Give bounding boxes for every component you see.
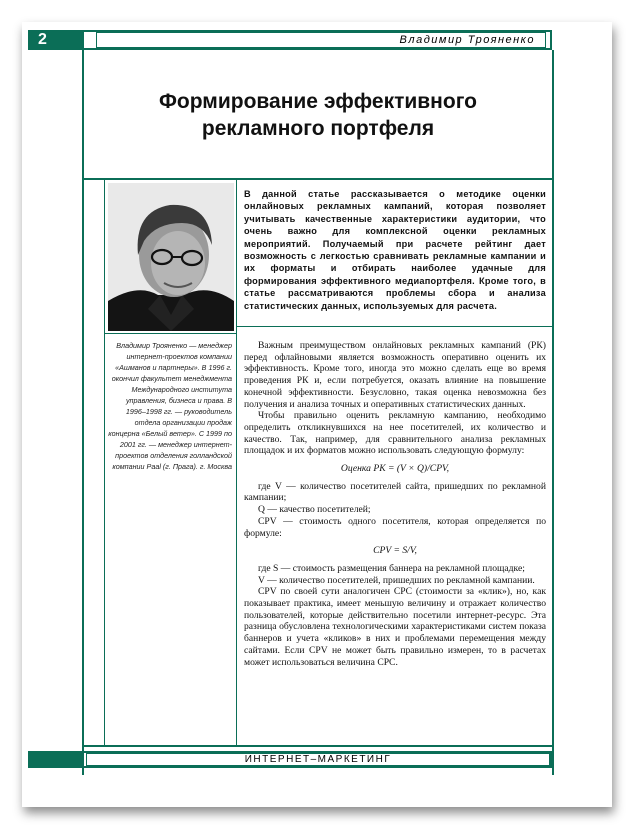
formula-cpv: CPV = S/V,: [373, 545, 417, 557]
paragraph: V — количество посетителей, пришедших по рекламной кампании.: [258, 574, 535, 586]
column-divider: [236, 180, 237, 745]
frame-line-inner-left: [104, 180, 105, 745]
title-line-1: Формирование эффективного: [159, 90, 477, 113]
author-bio: Владимир Трояненко — менеджер интернет-проектов компании «Ашманов и партнеры». В 1996 г. окончил факультет менеджмента Международного института управления, бизнеса и права. В 1996–1998 гг. — руководитель отдела организации продаж концерна «Белый ветер». С 1999 по 2001 гг. — менеджер интернет-проектов отделения голландской компании Paal (г. Прага). г. Москва: [108, 341, 232, 471]
article-abstract: В данной статье рассказывается о методике оценки онлайновых рекламных кампаний, которая позволяет учитывать качественные характеристики аудитории, что очень важно для комплексной оценки рекламных мероприятий. Получаемый при расчете рейтинг дает возможность с легкостью сравнивать рекламные кампании и их форматы и отбирать наиболее удачные для формирования эффективного медиапортфеля. Кроме того, в статье рассматриваются проблемы сбора и анализа статистических данных, используемых для расчета.: [244, 189, 546, 311]
title-line-2: рекламного портфеля: [201, 117, 435, 140]
paragraph: Q — качество посетителей;: [258, 504, 371, 516]
formula-rating: Оценка РК = (V × Q)/CPV,: [340, 463, 450, 475]
paragraph: Важным преимуществом онлайновых рекламных кампаний (РК) перед офлайновыми является возможность оперативно оценить их эффективность. Кроме того, иногда это можно сделать еще во время проведения РК и, если потребуется, оказать влияние на повышение конечной эффективности. Безусловно, такая оценка невозможна без получения и анализа точных и оперативных статистических данных.: [244, 340, 546, 410]
paragraph: CPV по своей сути аналогичен CPC (стоимости за «клик»), но, как показывает практика, имеет меньшую величину и отражает количество пользователей, которые действительно посетили интернет-ресурс. Эта разница обусловлена технологическими характеристиками систем показа баннеров и учета «кликов» в них и проблемами перемещения между сайтами. Если CPV не может быть правильно измерен, то в расчетах может использоваться величина CPC.: [244, 586, 546, 668]
bottom-divider: [82, 745, 554, 747]
author-photo: [108, 183, 234, 331]
article-title: [84, 88, 552, 142]
frame-line-left: [82, 50, 84, 775]
running-header-author: Владимир Трояненко: [96, 32, 546, 48]
page-number: 2: [28, 30, 84, 50]
photo-divider: [104, 333, 236, 334]
footer-accent-block: [30, 753, 84, 766]
paragraph: где V — количество посетителей сайта, пришедших по рекламной кампании;: [244, 480, 546, 504]
article-body: [244, 340, 546, 668]
paragraph: где S — стоимость размещения баннера на рекламной площадке;: [258, 562, 525, 574]
abstract-divider: [236, 326, 554, 327]
frame-line-right: [552, 50, 554, 775]
footer-section-label: ИНТЕРНЕТ–МАРКЕТИНГ: [86, 753, 550, 766]
paragraph: CPV — стоимость одного посетителя, которая определяется по формуле:: [244, 515, 546, 539]
title-divider: [82, 178, 554, 180]
paragraph: Чтобы правильно оценить рекламную кампанию, необходимо определить откликнувшихся на нее посетителей, их количество и качество. Так, например, для сравнительного анализа рекламных площадок и их форматов можно использовать следующую формулу:: [244, 410, 546, 457]
